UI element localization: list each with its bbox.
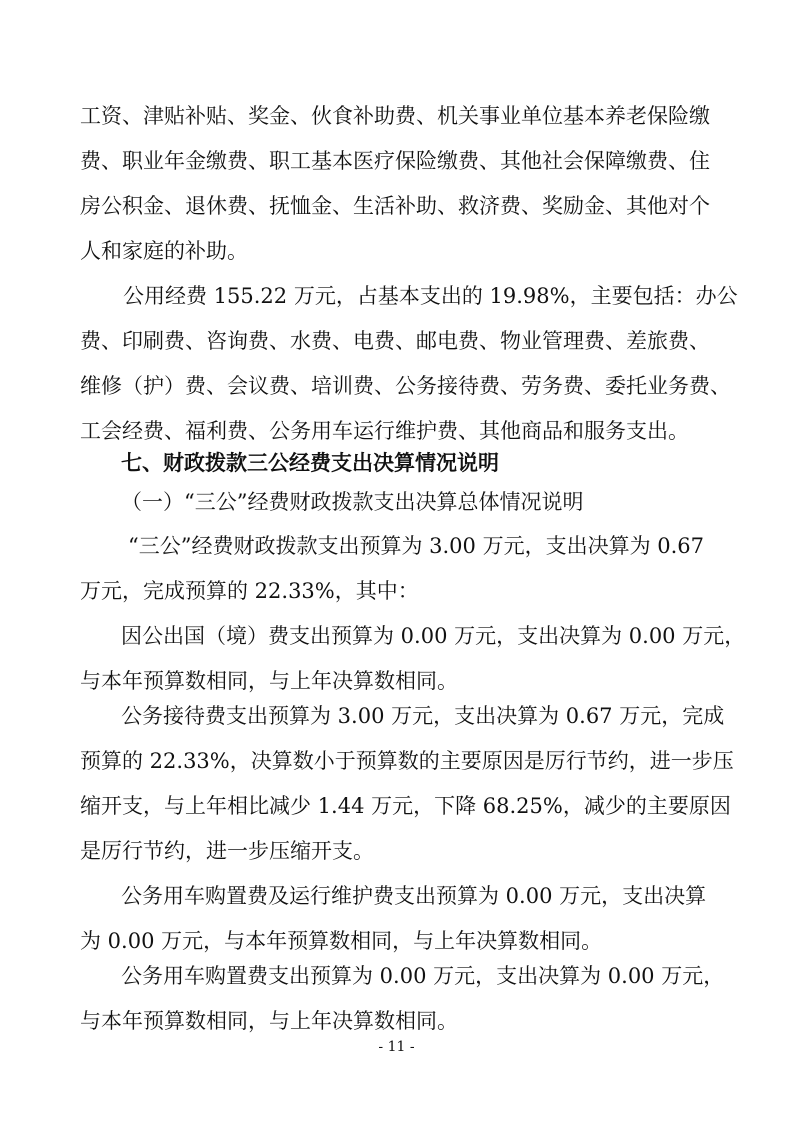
text-line: 工资、津贴补贴、奖金、伙食补助费、机关事业单位基本养老保险缴: [80, 104, 710, 128]
subsection-heading: （一）“三公”经费财政拨款支出决算总体情况说明: [121, 490, 584, 514]
text-line: 费、职业年金缴费、职工基本医疗保险缴费、其他社会保障缴费、住: [80, 149, 710, 173]
text-line: 公务用车购置费及运行维护费支出预算为 0.00 万元，支出决算: [121, 884, 707, 908]
text-line: 公用经费 155.22 万元，占基本支出的 19.98%，主要包括：办公: [123, 284, 738, 308]
text-line: 为 0.00 万元，与本年预算数相同，与上年决算数相同。: [80, 929, 603, 953]
text-line: 万元，完成预算的 22.33%，其中：: [80, 579, 419, 603]
text-line: 预算的 22.33%，决算数小于预算数的主要原因是厉行节约，进一步压: [80, 749, 734, 773]
text-line: 维修（护）费、会议费、培训费、公务接待费、劳务费、委托业务费、: [80, 374, 731, 398]
text-line: 是厉行节约，进一步压缩开支。: [80, 839, 374, 863]
text-line: 缩开支，与上年相比减少 1.44 万元，下降 68.25%，减少的主要原因: [80, 794, 731, 818]
text-line: 与本年预算数相同，与上年决算数相同。: [80, 1009, 458, 1033]
page-number: - 11 -: [378, 1039, 415, 1055]
section-heading: 七、财政拨款三公经费支出决算情况说明: [121, 451, 499, 475]
text-line: 公务用车购置费支出预算为 0.00 万元，支出决算为 0.00 万元，: [121, 964, 725, 988]
text-line: 因公出国（境）费支出预算为 0.00 万元，支出决算为 0.00 万元，: [121, 624, 746, 648]
text-line: 房公积金、退休费、抚恤金、生活补助、救济费、奖励金、其他对个: [80, 194, 710, 218]
text-line: 公务接待费支出预算为 3.00 万元，支出决算为 0.67 万元，完成: [121, 704, 725, 728]
text-line: 与本年预算数相同，与上年决算数相同。: [80, 669, 458, 693]
text-line: 工会经费、福利费、公务用车运行维护费、其他商品和服务支出。: [80, 419, 689, 443]
text-line: 费、印刷费、咨询费、水费、电费、邮电费、物业管理费、差旅费、: [80, 329, 710, 353]
text-line: “三公”经费财政拨款支出预算为 3.00 万元，支出决算为 0.67: [128, 534, 705, 558]
text-line: 人和家庭的补助。: [80, 239, 248, 263]
